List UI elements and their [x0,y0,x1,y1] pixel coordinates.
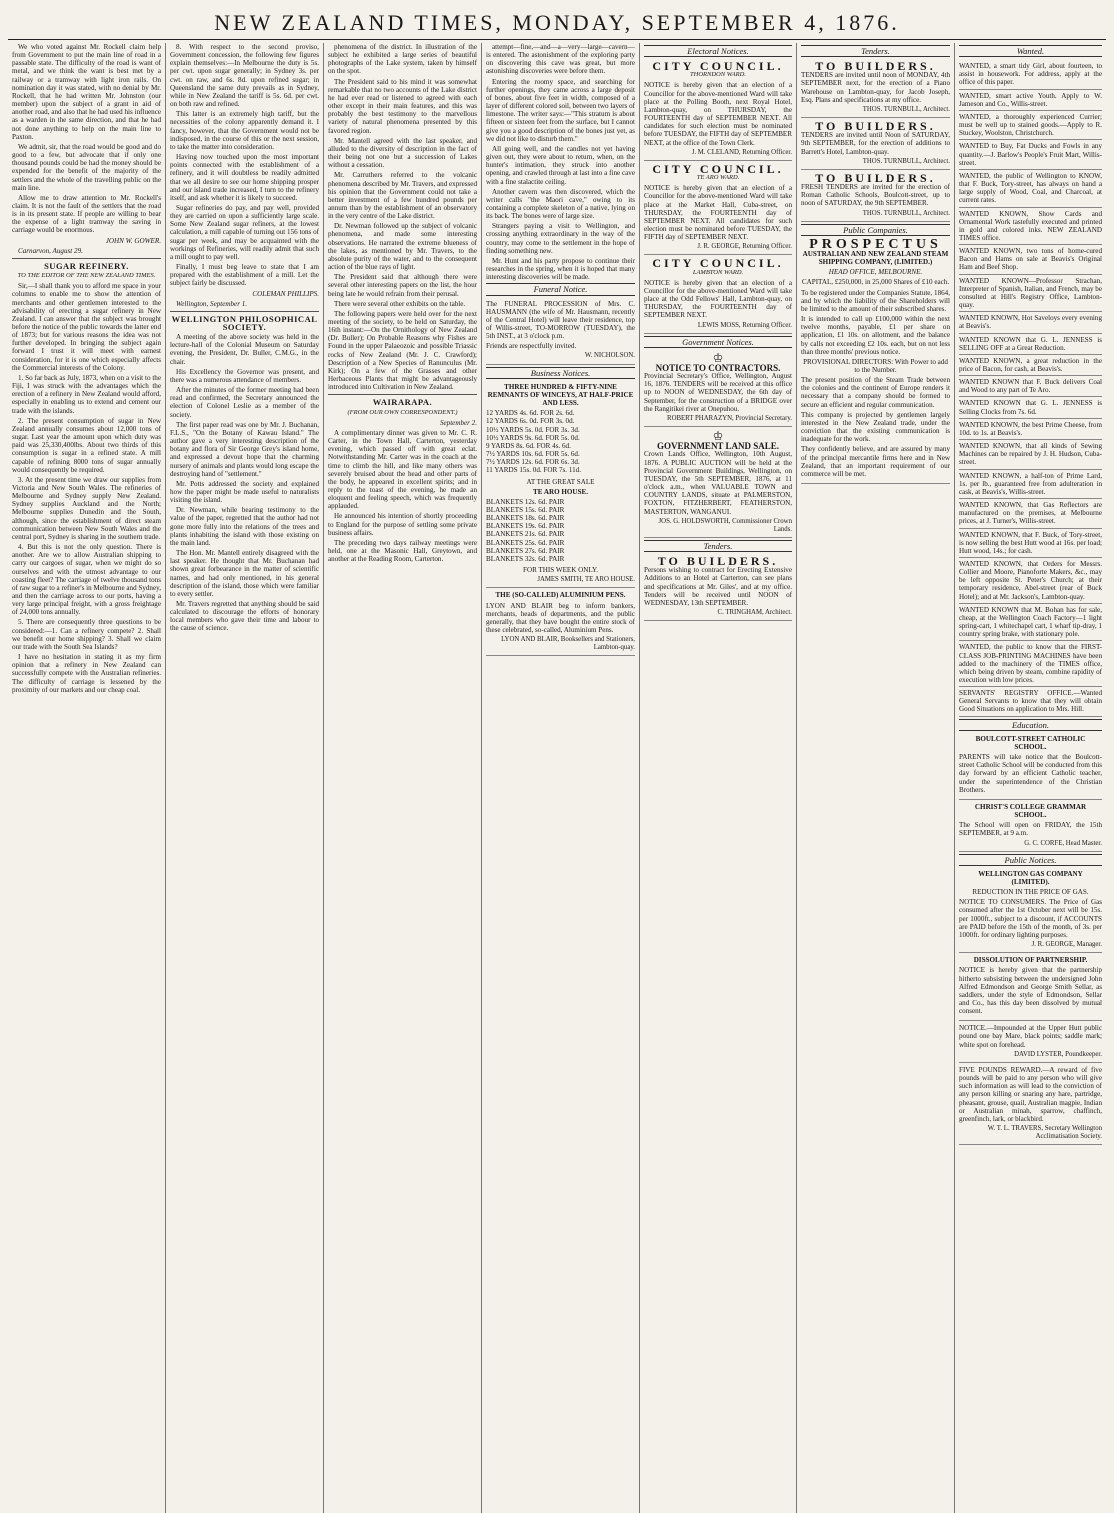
section-header-government: Government Notices. [644,336,792,348]
paragraph: The FUNERAL PROCESSION of Mrs. C. HAUSMANN (the wife of Mr. Hausmann, recently of the Central Hotel) will leave their residence, top of Willis-street, TO-MORROW (TUESDAY), the 5th INST., at 3 o'clock p.m. [486,299,635,341]
notice-title: CITY COUNCIL. [652,161,784,176]
paragraph: The preceding two days railway meetings were held, one at the Masonic Hall, Greytown, and another at the Reading Room, Carterton. [328,538,477,564]
paragraph: I have no hesitation in stating it as my firm opinion that a refinery in New Zealand can successfully compete with the Australian refineries. The difficulty of carriage is lessened by the proximity of our markets and our cheap coal. [12,653,161,694]
paragraph: We who voted against Mr. Rockell claim help from Government to put the main line of road in a passable state. The difficulty of the road is want of metal, and we think the want is best met by a railway or a tramway with light iron rails. On nomination day it was stated, with no denial by Mr. Rockell, that he had written Mr. Johnston (our member) upon the subject of a grant in aid of another road, and also that he had used his influence as a warden in the same direction, and that he had not done anything to help on the main line to Paxton. [12,43,161,141]
wanted-ad [959,170,1102,208]
remnants-ad [486,382,635,589]
ad-text: WANTED KNOWN, a great reduction in the price of Bacon, for cash, at Beavis's. [959,356,1102,373]
article-subheading: TO THE EDITOR OF THE NEW ZEALAND TIMES. [17,272,156,280]
paragraph: Dr. Newman, while bearing testimony to the value of the paper, regretted that the author had not gone more fully into the relations of the trees and plants inhabiting the island with those existing on the main land. [170,506,319,547]
price-line: 12 YARDS 6s. 0d. FOR 3s. 0d. [486,417,575,426]
section-header-funeral: Funeral Notice. [486,283,635,295]
prospectus-title: PROSPECTUS [809,236,942,252]
wanted-ad [959,60,1102,89]
ad-line: FOR THIS WEEK ONLY. [523,566,598,575]
ad-text: WANTED KNOWN, Show Cards and Ornamental Work tastefully executed and printed in gold and colored inks. NEW ZEALAND TIMES office. [959,209,1102,242]
ad-title: THREE HUNDRED & FIFTY-NINE REMNANTS OF WINCEYS, AT HALF-PRICE AND LESS. [487,382,634,408]
paragraph: A meeting of the above society was held in the lecture-hall of the Colonial Museum on Saturday evening, the President, Dr. Buller, C.M.G., in the chair. [170,333,319,366]
ad-text: WANTED, a smart tidy Girl, about fourteen, to assist in housework. For address, apply at the office of this paper. [959,62,1102,87]
column-5 [640,43,797,1513]
letter-place: Wellington, September 1. [176,299,248,308]
article-heading: WELLINGTON PHILOSOPHICAL SOCIETY. [171,313,318,332]
notice-subtitle: LAMBTON WARD. [692,268,744,276]
notice-title: TO BUILDERS. [815,119,936,134]
paragraph: TENDERS are invited until Noon of SATURDAY, 9th SEPTEMBER, for the erection of additions to Barrett's Hotel, Lambton-quay. [801,131,950,156]
section-header-education: Education. [959,719,1102,731]
wanted-ad [959,140,1102,169]
ad-line: TE ARO HOUSE. [533,487,588,496]
paragraph: NOTICE is hereby given that an election of a Councillor for the above-mentioned Ward will take place at the Polling Booth, next Royal Hotel, Lambton-quay, on THURSDAY, the FOURTEENTH day of SEPTEMBER NEXT. All candidates for such election must be nominated before TUESDAY, the FIFTH day of SEPTEMBER NEXT, at the office of the Town Clerk. [644,81,792,147]
royal-crest-icon: ♔ [712,429,724,444]
builders-tender [644,555,792,621]
notice-subtitle: THORNDON WARD. [690,71,746,79]
dissolution-notice [959,955,1102,1021]
ad-text: WANTED KNOWN, Hot Saveloys every evening at Beavis's. [959,314,1102,331]
ad-text: WANTED KNOWN—Professor Strachan, Interpreter of Spanish, Italian, and French, may be consulted at Hill's Registry Office, Lambton-quay. [959,276,1103,310]
wanted-ad [959,641,1102,687]
paragraph: Provincial Secretary's Office, Wellington, August 16, 1876. TENDERS will be received at this office up to NOON of WEDNESDAY, the 6th day of September, for the construction of a BRIDGE over the Rangitikei river at Onepuhou. [644,372,792,413]
wanted-ad [959,604,1102,642]
notice-signature: J. M. CLELAND, Returning Officer. [691,148,792,156]
notice-title: TO BUILDERS. [657,554,779,569]
paragraph: Strangers paying a visit to Wellington, and crossing anything extraordinary in the way of the country, may come to the settlement in the hope of finding something new. [486,222,635,255]
city-council-notice [644,60,792,161]
paragraph: Mr. Mantell agreed with the last speaker, and alluded to the diversity of description in the fact of their being not one but a succession of Lakes without a cessation. [328,136,477,170]
paragraph: 3. At the present time we draw our supplies from Victoria and New South Wales. The refineries of Melbourne and Sydney supply New Zealand. Sydney supplies Auckland and the North; Melbourne supplies Dunedin and the South, although, since the establishment of direct steam communication between New South Wales and the central port, Sydney is sharing in the southern trade. [12,475,161,541]
wanted-ad [959,312,1102,333]
price-line: BLANKETS 18s. 6d. PAIR [486,514,565,523]
land-sale-notice [644,429,792,538]
paragraph: He announced his intention of shortly proceeding to England for the purpose of settling some private business affairs. [328,512,477,537]
paragraph: LYON AND BLAIR beg to inform bankers, merchants, heads of departments, and the public generally, that they have bought the entire stock of these celebrated, so-called, Aluminium Pens. [486,601,635,634]
paragraph: NOTICE.—Impounded at the Upper Hutt public pound one bay Mare, black points; saddle mark; white spot on forehead. [959,1024,1102,1049]
paragraph: NOTICE is hereby given that an election of a Councillor for the above-mentioned Ward will take place at the Odd Fellows' Hall, Lambton-quay, on THURSDAY, the FOURTEENTH day of SEPTEMBER NEXT. [644,278,792,320]
paragraph: The School will open on FRIDAY, the 15th SEPTEMBER, at 9 a.m. [959,821,1102,838]
paragraph: Persons wishing to contract for Erecting Extensive Additions to an Hotel at Carterton, can see plans and specifications at Mr. Giles', and at my office. Tenders will be received until NOON of WEDNESDAY, 13th SEPTEMBER. [644,566,792,607]
paragraph: The present position of the Steam Trade between the colonies and the continent of Europe renders it necessary that a company should be formed to secure an efficient and regular communication. [801,376,950,409]
price-line: 9 YARDS 8s. 6d. FOR 4s. 6d. [486,441,571,450]
paragraph: Allow me to draw attention to Mr. Rockell's claim. It is not the fault of the settlers that the road is in its present state. If people are willing to bear the expense of a light tramway the saving in carriage would be enormous. [12,193,161,235]
article-heading: SUGAR REFINERY. [44,260,129,271]
price-line: BLANKETS 21s. 6d. PAIR [486,530,565,539]
paragraph: FIVE POUNDS REWARD.—A reward of five pounds will be paid to any person who will give such information as will lead to the conviction of any person killing or snaring any hare, partridge, pheasant, grouse, quail, Australian magpie, Indian or Australian minah, sparrow, chaffinch, greenfinch, lark, or blackbird. [959,1065,1102,1123]
paragraph: The President said that although there were several other interesting papers on the list, the hour being late he would refrain from their perusal. [328,273,477,298]
ad-text: WANTED KNOWN, that Orders for Messrs. Collier and Moore, Pianoforte Makers, &c., may be left opposite St. Peter's Church; at their temporary residence, Abel-street (rear of Buck Hotel); and at Mr. Jackson's, Lambton-quay. [959,559,1102,601]
ad-text: WANTED to Buy, Fat Ducks and Fowls in any quantity.—J. Barlow's People's Fruit Mart, Willis-street. [959,142,1102,167]
ad-title: BOULCOTT-STREET CATHOLIC SCHOOL. [975,734,1086,751]
boulcott-school-ad [959,734,1102,800]
paragraph: FRESH TENDERS are invited for the erection of Roman Catholic Schools, Boulcott-street, up to noon of SATURDAY, the 9th SEPTEMBER. [801,183,950,208]
company-name: AUSTRALIAN AND NEW ZEALAND STEAM SHIPPING COMPANY, (LIMITED.) [802,249,949,267]
wanted-ad [959,275,1102,313]
article-heading: WAIRARAPA. [372,397,433,408]
ad-signature: DAVID LYSTER, Poundkeeper. [1014,1050,1102,1058]
price-line: BLANKETS 25s. 6d. PAIR [486,538,565,547]
christs-college-ad [959,802,1102,852]
paragraph: They confidently believe, and are assured by many of the principal mercantile firms here and in New Zealand, that an important requirement of our commerce will be met. [801,445,950,478]
ad-text: WANTED KNOWN that G. L. JENNESS is Selling Clocks from 7s. 6d. [959,399,1102,416]
pens-ad [486,590,635,656]
ad-text: WANTED KNOWN, that Gas Reflectors are manufactured on the premises, at Melbourne prices, at J. Turner's, Willis-street. [959,501,1102,526]
wanted-ad [959,355,1102,376]
royal-crest-icon: ♔ [712,350,724,365]
notice-signature: C. TRINGHAM, Architect. [717,609,792,617]
section-header-public-notices: Public Notices. [959,854,1102,866]
ad-text: WANTED, the public of Wellington to KNOW, that F. Buck, Tory-street, has always on hand a large supply of Wood, Coal, and Charcoal, at current rates. [959,171,1102,205]
builders-tender [801,60,950,118]
notice-title: CITY COUNCIL. [652,59,784,74]
notice-signature: ROBERT PHARAZYN, Provincial Secretary. [667,414,792,422]
notice-signature: LEWIS MOSS, Returning Officer. [697,321,792,329]
notice-signature: THOS. TURNBULL, Architect. [862,157,950,165]
paragraph: NOTICE is hereby given that the partnership hitherto subsisting between the undersigned John Alfred Edmondson and George Smith Sellar, as saddlers, under the style of Edmondson, Sellar and Co., has this day been dissolved by mutual consent. [959,966,1102,1016]
paragraph: Dr. Newman followed up the subject of volcanic phenomena, and made some interesting observations. He narrated the extreme blueness of the lakes, as mentioned by Mr. Travers, to the absolute purity of the water, and to the consequent action of the blue rays of light. [328,222,477,272]
price-line: 11 YARDS 15s. 0d. FOR 7s. 11d. [486,466,581,475]
wanted-ad [959,90,1102,111]
price-line: 7½ YARDS 12s. 6d. FOR 6s. 3d. [486,458,580,467]
paragraph: 2. The present consumption of sugar in New Zealand annually consumes about 12,000 tons of sugar. Last year the amount upon which duty was paid was 25,330,400lbs. About two thirds of this consumption is sugar in a refined state. A mill capable of refining 8000 tons of sugar annually would consequently be required. [12,416,161,474]
notice-signature: THOS. TURNBULL, Architect. [862,105,950,113]
paragraph: A complimentary dinner was given to Mr. C. R. Carter, in the Town Hall, Carterton, yesterday evening, which passed off with great eclat. Notwithstanding Mr. Carter was in the coach at the time to climb the hill, and like many others was severely bruised about the head and other parts of the body, he appeared in excellent spirits; and in reply to the toast of the evening, he made an eloquent and feeling speech, which was frequently applauded. [328,428,477,511]
ad-text: WANTED, the public to know that the FIRST-CLASS JOB-PRINTING MACHINES have been added to the machinery of the TIMES office, which being driven by steam, combine rapidity of execution with low prices. [959,643,1102,684]
paragraph: 1. So far back as July, 1873, when on a visit to the Fiji, I was struck with the advantages which the erection of a refinery in New Zealand would afford, especially in enabling us to extend and cement our trade with the islands. [12,373,161,415]
ad-subtitle: REDUCTION IN THE PRICE OF GAS. [972,888,1089,897]
letter-signature: COLEMAN PHILLIPS. [252,289,319,298]
paragraph: The following papers were held over for the next meeting of the society, to be held on Saturday, the 16th instant:—On the Ornithology of New Zealand (Dr. Buller); On Probable Reasons why Fishes are Found in the upper Palaeozoic and possible Triassic rocks of New Zealand (Mr. J. C. Crawford); Description of a New Species of Ranunculus (Mr. Kirk); On a few of the Grasses and other Herbaceous Plants that might be advantageously introduced into Cultivation in New Zealand. [328,309,477,392]
reward-notice [959,1065,1102,1145]
notice-signature: THOS. TURNBULL, Architect. [862,209,950,217]
column-3 [324,43,482,1513]
paragraph: phenomena of the district. In illustration of the subject he exhibited a large series of beautiful photographs of the Lake system, taken by himself on the spot. [328,43,477,76]
servants-registry-ad [959,687,1102,716]
impounded-notice [959,1023,1102,1063]
divider [328,394,477,395]
paragraph: NOTICE is hereby given that an election of a Councillor for the above-mentioned Ward will take place at the Market Hall, Cuba-street, on THURSDAY, the FOURTEENTH day of SEPTEMBER NEXT. All candidates for such election must be nominated before TUESDAY, the FIFTH day of SEPTEMBER NEXT. [644,184,792,242]
column-7 [955,43,1106,1513]
paragraph: The President said to his mind it was somewhat remarkable that no two accounts of the Lake district he had ever read or listened to agreed with each other except in their main features, and this was probably the best testimony to the marvellous variety of natural phenomena presented by this favored region. [328,77,477,135]
paragraph: Entering the roomy space, and searching for further openings, they came across a large deposit of bones, about five feet in width, composed of a layer of different colored soil, between two layers of limestone. The writer says:—"This stratum is about fifteen or sixteen feet from the surface, but I cannot give you a good description of the bones just yet, as we did not like to disturb them." [486,77,635,143]
ad-title: THE (SO-CALLED) ALUMINIUM PENS. [495,591,626,600]
ad-text: WANTED KNOWN, two tons of home-cured Bacon and Hams on sale at Beavis's Original Ham and Beef Shop. [959,247,1102,272]
ad-signature: J. R. GEORGE, Manager. [1031,941,1102,949]
paragraph: 8. With respect to the second proviso, Government concession, the following few figures explain themselves:—In Melbourne the duty is 5s. per cwt. upon sugar generally; in Sydney 3s. per cwt. on raw, and 6s. 8d. upon refined sugar; in Queensland the same duty prevails as in Sydney, while in New Zealand the tariff is 5s. 6d. per cwt. on both raw and refined. [170,43,319,109]
paragraph: 5. There are consequently three questions to be considered:—1. Can a refinery compete? 2. Shall we benefit our home shipping? 3. Shall we claim our trade with the South Sea Islands? [12,618,161,651]
paragraph: To be registered under the Companies Statute, 1864, and by which the liability of the Shareholders will be limited to the amount of their subscribed shares. [801,288,950,313]
notice-title: TO BUILDERS. [815,170,936,185]
paragraph: Another cavern was then discovered, which the writer calls "the Maori cave," owing to its containing a complete skeleton of a native, lying on its back. The bones were of large size. [486,187,635,221]
price-line: BLANKETS 19s. 6d. PAIR [486,522,565,531]
ad-line: AT THE GREAT SALE [526,477,595,486]
ad-title: CHRIST'S COLLEGE GRAMMAR SCHOOL. [974,802,1087,820]
wanted-ad [959,376,1102,397]
column-2 [166,43,324,1513]
paragraph: After the minutes of the former meeting had been read and confirmed, the Secretary announced the election of Colonel Leslie as a member of the society. [170,386,319,419]
notice-signature: JOS. G. HOLDSWORTH, Commissioner Crown Lands. [658,517,792,533]
wanted-ad [959,397,1102,418]
ad-text: WANTED KNOWN, that F. Buck, of Tory-street, is now selling the best Hutt wood at 16s. per load; Hutt wood, 14s.; for cash. [959,530,1102,555]
notice-subtitle: TE ARO WARD. [696,174,740,182]
paragraph: 4. But this is not the only question. There is another. Are we to allow Australian shipping to carry our cargoes of sugar, when we might do so ourselves and with the utmost advantage to our coasting fleet? The carriage of twelve thousand tons of raw sugar to a refiner's in Melbourne and Sydney, and then the carriage across to our ports, having a very large principal freight, with a gross freightage of 24,000 tons annually. [12,543,161,617]
divider [12,258,161,259]
ad-text: WANTED KNOWN that G. L. JENNESS is SELLING OFF at a Great Reduction. [959,335,1102,352]
notice-title: CITY COUNCIL. [652,256,784,271]
paragraph: His Excellency the Governor was present, and there was a numerous attendance of members. [170,367,319,384]
notice-signature: W. NICHOLSON. [584,352,635,360]
ad-text: WANTED KNOWN, a half-ton of Prime Lard, 1s. per lb., guaranteed free from adulteration in cask, at Beavis's, Willis-street. [959,471,1102,496]
ad-text: WANTED KNOWN, the best Prime Cheese, from 10d. to 1s. at Beavis's. [959,420,1102,437]
section-header-tenders: Tenders. [644,540,792,552]
ad-text: WANTED KNOWN, that all kinds of Sewing Machines can be repaired by J. H. Hudson, Cuba-street. [959,442,1102,467]
ad-signature: G. C. CORFE, Head Master. [1024,839,1102,847]
notice-title: TO BUILDERS. [815,59,936,74]
paragraph: Mr. Travers regretted that anything should be said calculated to discourage the efforts of honorary local members who gave their time and labour to the cause of science. [170,600,319,633]
prospectus-ad [801,236,950,484]
section-header-tenders: Tenders. [801,45,950,57]
ad-signature: W. T. L. TRAVERS, Secretary Wellington Acclimatisation Society. [987,1125,1102,1141]
paragraph: attempt—fine,—and—a—very—large—cavern—is entered. The astonishment of the exploring party on discovering this cave was great, but more astonishing discoveries were before them. [486,43,635,76]
paragraph: This company is projected by gentlemen largely interested in the New Zealand trade, under the conviction that the existing communication is inadequate for the work. [801,410,950,444]
ad-signature: LYON AND BLAIR, Booksellers and Stationers, Lambton-quay. [501,636,635,652]
wanted-ad [959,208,1102,246]
paragraph: PARENTS will take notice that the Boulcott-street Catholic School will be conducted from this day forward by an efficient Catholic teacher, under the superintendence of the Christian Brothers. [959,753,1102,794]
wanted-ad [959,334,1102,355]
gas-company-notice [959,869,1102,953]
wanted-ad [959,499,1102,528]
ad-title: DISSOLUTION OF PARTNERSHIP. [973,956,1088,965]
dateline: September 2. [439,418,477,427]
paragraph: PROVISIONAL DIRECTORS: With Power to add to the Number. [803,357,948,374]
section-header-electoral: Electoral Notices. [644,45,792,57]
columns [8,43,1106,1513]
notice-title: GOVERNMENT LAND SALE. [656,441,780,452]
ad-title: WELLINGTON GAS COMPANY (LIMITED). [978,869,1083,886]
builders-tender [801,120,950,170]
price-line: BLANKETS 15s. 6d. PAIR [486,505,565,514]
paragraph: NOTICE TO CONSUMERS. The Price of Gas consumed after the 1st October next will be 15s. per 1000ft., subject to a discount, if ACCOUNTS are PAID before the 15th of the month, of 3s. per 1000ft. for ordinary lighting purposes. [959,898,1102,939]
paragraph: Mr. Potts addressed the society and explained how the paper might be made useful to naturalists visiting the island. [170,479,319,505]
city-council-notice [644,163,792,256]
funeral-notice [486,299,635,365]
price-line: BLANKETS 32s. 6d. PAIR [486,554,565,563]
wanted-ad [959,440,1102,469]
price-line: BLANKETS 12s. 6d. PAIR [486,497,565,506]
ad-text: WANTED, smart active Youth. Apply to W. Jameson and Co., Willis-street. [959,91,1102,108]
paragraph: It is intended to call up £100,000 within the next twelve months, payable, £1 per share on application, £1 10s. on allotment, and the balance by calls not exceeding £2 10s. each, but on not less than three months' previous notice. [801,315,950,356]
ad-text: WANTED, a thoroughly experienced Currier; must be well up to stained goods.—Apply to R. Stuckey, Woolston, Christchurch. [959,112,1102,138]
column-6 [797,43,955,1513]
divider [170,311,319,312]
paragraph: Friends are respectfully invited. [486,342,577,351]
price-line: 7½ YARDS 10s. 6d. FOR 5s. 6d. [486,450,580,459]
paragraph: Sir,—I shall thank you to afford me space in your columns to enable me to show the attention of merchants and other gentlemen interested to the advisability of erecting a sugar refinery in New Zealand. I can answer that the subject was brought before the notice of the public towards the latter end of 1873; but for various reasons the idea was not further developed. In bringing the subject again forward I trust it will meet with earnest consideration, for it is one which especially affects the Commercial interests of the Colony. [12,282,161,372]
paragraph: Mr. Carruthers referred to the volcanic phenomena described by Mr. Travers, and expressed his opinion that the Government could not take a better investment of a few hundred pounds per annum than by the establishment of an observatory in the very centre of the Lake district. [328,171,477,221]
price-line: BLANKETS 27s. 6d. PAIR [486,546,565,555]
paragraph: This latter is an extremely high tariff, but the necessities of the colony apparently demand it. I fancy, however, that the Government would not be indisposed, in the course of this or the next session, to take the matter into consideration. [170,110,319,151]
paragraph: Finally, I must beg leave to state that I am prepared with the establishment of a mill. Let the subject fairly be discussed. [170,263,319,288]
column-1 [8,43,166,1513]
ad-text: WANTED KNOWN that F. Buck delivers Coal and Wood to any part of Te Aro. [959,378,1102,395]
head-office: HEAD OFFICE, MELBOURNE. [828,268,923,277]
wanted-ad [959,111,1102,140]
letter-place: Carnarvon, August 29. [18,246,83,255]
blanket-price-list [486,498,635,563]
paragraph: TENDERS are invited until noon of MONDAY, 4th SEPTEMBER next, for the erection of a Piano Warehouse on Lambton-quay, for Jacob Joseph, Esq. Plans and specifications at my office. [801,71,950,104]
wanted-ad [959,470,1102,499]
paragraph: Sugar refineries do pay, and pay well, provided they are carried on upon a sufficiently large scale. Some New Zealand sugar refiners, at the lowest calculation, a mill capable of turning out 156 tons of sugar per week, and may be acquainted with the workings of Refineries, will readily admit that such a mill ought to pay well. [170,203,319,261]
section-header-wanted: Wanted. [959,45,1102,57]
paragraph: Having now touched upon the most important points connected with the establishment of a refinery, and it will doubtless be readily admitted that we all desire to see our home shipping prosper and our island trade increased, I turn to the refinery itself, and ask whether it is likely to succeed. [170,153,319,202]
wanted-ad [959,419,1102,440]
wanted-ad [959,558,1102,604]
masthead: NEW ZEALAND TIMES, MONDAY, SEPTEMBER 4, 1876. [8,10,1106,40]
builders-tender [801,172,950,222]
article-subheading: (FROM OUR OWN CORRESPONDENT.) [347,408,458,416]
paragraph: The Hon. Mr. Mantell entirely disagreed with the last speaker. He thought that Mr. Buchanan had shown great forbearance in the matter of scientific names, and had only mentioned, in his general description of the island, those which were familiar to every settler. [170,549,319,598]
section-header-public-companies: Public Companies. [801,224,950,236]
paragraph: The first paper read was one by Mr. J. Buchanan, F.L.S., "On the Botany of Kawau Island." The author gave a very interesting description of the botany and flora of Sir George Grey's island home, and expressed a devout hope that the charming nursery of animals and plants would long escape the destroying hand of "settlement." [170,420,319,478]
wanted-ad [959,529,1102,558]
notice-signature: J. R. GEORGE, Returning Officer. [697,243,792,251]
column-4 [482,43,640,1513]
paragraph: We admit, sir, that the road would be good and do good to a few, but advocate that if only one thousand pounds could be had the money should be expended for the benefit of the majority of the settlers and the whole of the travelling public on the main line. [12,142,161,192]
price-line: 10½ YARDS 9s. 6d. FOR 5s. 0d. [486,433,580,442]
ad-text: SERVANTS' REGISTRY OFFICE.—Wanted General Servants to know that they will obtain Good Situations on application to Mrs. Hill. [959,689,1102,714]
paragraph: Mr. Hunt and his party propose to continue their researches in the spring, when it is hoped that many interesting discoveries will be made. [486,256,635,282]
paragraph: There were several other exhibits on the table. [334,299,466,308]
city-council-notice [644,257,792,333]
paragraph: All going well, and the candles not yet having given out, they were about to return, when, on the hunter's intimation, they struck into another opening, and crawled through at last into a fine cave with a fine stalactite ceiling. [486,144,635,186]
letter-signature: JOHN W. GOWER. [105,236,161,245]
notice-title: NOTICE TO CONTRACTORS. [655,363,781,373]
ad-signature: JAMES SMITH, TE ARO HOUSE. [537,576,635,584]
price-line: 12 YARDS 4s. 6d. FOR 2s. 6d. [486,409,575,418]
ad-text: WANTED KNOWN that M. Bohan has for sale, cheap, at the Wellington Coach Factory—1 light spring-cart, 1 whitechapel cart, 1 wharf tip-dray, 1 country spring brake, with stationary pole. [959,605,1102,639]
remnant-price-list [486,409,635,474]
section-header-business: Business Notices. [486,367,635,379]
paragraph: Crown Lands Office, Wellington, 10th August, 1876. A PUBLIC AUCTION will be held at the Provincial Government Buildings, Wellington, on TUESDAY, the 5th SEPTEMBER, 1876, at 11 o'clock a.m., when VALUABLE TOWN and COUNTRY LANDS, situate at PALMERSTON, FOXTON, FITZHERBERT, FEATHERSTON, MASTERTON, WANGANUI. [644,450,792,516]
capital-line: CAPITAL, £250,000, in 25,000 Shares of £10 each. [801,278,950,287]
wanted-ad [959,245,1102,274]
contractors-notice [644,351,792,427]
price-line: 10½ YARDS 5s. 0d. FOR 3s. 3d. [486,425,580,434]
